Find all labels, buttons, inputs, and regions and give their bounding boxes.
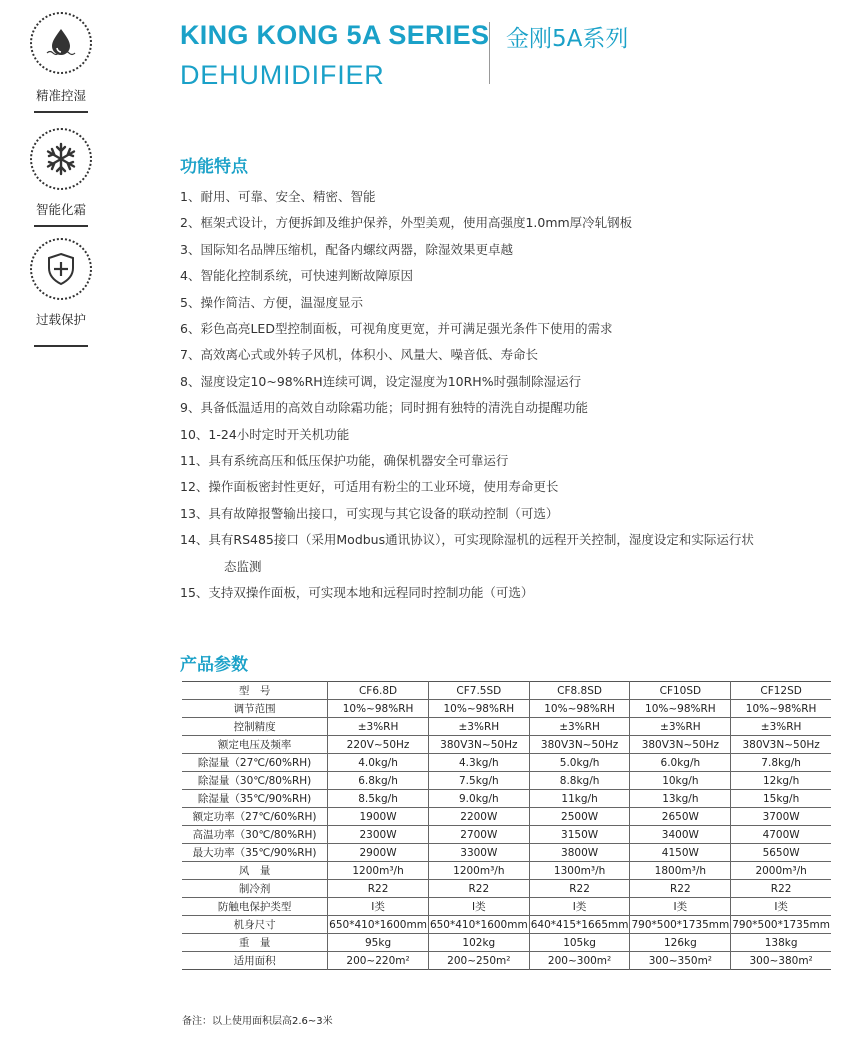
table-cell: ±3%RH xyxy=(428,718,529,736)
table-cell: 1300m³/h xyxy=(529,862,630,880)
table-cell: I类 xyxy=(328,898,429,916)
snowflake-icon xyxy=(30,128,92,190)
row-label: 额定功率（27℃/60%RH) xyxy=(182,808,328,826)
row-label: 额定电压及频率 xyxy=(182,736,328,754)
model-name: CF10SD xyxy=(630,682,731,700)
table-row xyxy=(182,718,831,736)
feature-item-text: 14、具有RS485接口（采用Modbus通讯协议），可实现除湿机的远程开关控制，湿度设定和实际运行状 xyxy=(180,532,754,548)
table-cell: 200~220m² xyxy=(328,952,429,970)
table-cell: 2200W xyxy=(428,808,529,826)
row-label: 控制精度 xyxy=(182,718,328,736)
table-cell: ±3%RH xyxy=(328,718,429,736)
header-model-label: 型 号 xyxy=(182,682,328,700)
table-cell: 4700W xyxy=(731,826,831,844)
table-cell: 1800m³/h xyxy=(630,862,731,880)
table-cell: 650*410*1600mm xyxy=(428,916,529,934)
table-cell: I类 xyxy=(529,898,630,916)
table-row xyxy=(182,844,831,862)
water-drop-icon xyxy=(30,12,92,74)
table-cell: 2000m³/h xyxy=(731,862,831,880)
sidebar-label-defrost: 智能化霜 xyxy=(35,202,86,217)
table-cell: R22 xyxy=(428,880,529,898)
table-cell: 12kg/h xyxy=(731,772,831,790)
table-cell: 650*410*1600mm xyxy=(328,916,429,934)
row-label: 除湿量（30℃/80%RH) xyxy=(182,772,328,790)
feature-item: 12、操作面板密封性更好，可适用有粉尘的工业环境，使用寿命更长 xyxy=(180,479,559,495)
model-name: CF7.5SD xyxy=(428,682,529,700)
table-cell: 5650W xyxy=(731,844,831,862)
specs-heading: 产品参数 xyxy=(180,655,248,675)
table-cell: 220V~50Hz xyxy=(328,736,429,754)
feature-item: 6、彩色高亮LED型控制面板，可视角度更宽，并可满足强光条件下使用的需求 xyxy=(180,321,613,337)
table-cell: 8.8kg/h xyxy=(529,772,630,790)
table-cell: 790*500*1735mm xyxy=(630,916,731,934)
model-name: CF12SD xyxy=(731,682,831,700)
row-label: 高温功率（30℃/80%RH) xyxy=(182,826,328,844)
table-cell: 790*500*1735mm xyxy=(731,916,831,934)
table-cell: 102kg xyxy=(428,934,529,952)
table-cell: 6.0kg/h xyxy=(630,754,731,772)
table-cell: 8.5kg/h xyxy=(328,790,429,808)
table-header-row xyxy=(182,682,831,700)
table-row xyxy=(182,700,831,718)
table-cell: 640*415*1665mm xyxy=(529,916,630,934)
footnote: 备注：以上使用面积层高2.6~3米 xyxy=(182,1016,333,1027)
table-cell: 7.8kg/h xyxy=(731,754,831,772)
product-type-en: DEHUMIDIFIER xyxy=(180,60,385,90)
row-label: 制冷剂 xyxy=(182,880,328,898)
table-cell: R22 xyxy=(731,880,831,898)
table-cell: 105kg xyxy=(529,934,630,952)
table-cell: 5.0kg/h xyxy=(529,754,630,772)
table-cell: 3300W xyxy=(428,844,529,862)
title-divider xyxy=(489,22,490,84)
table-cell: 126kg xyxy=(630,934,731,952)
feature-item: 13、具有故障报警输出接口，可实现与其它设备的联动控制（可选） xyxy=(180,505,559,521)
table-cell: 380V3N~50Hz xyxy=(428,736,529,754)
table-cell: 4.0kg/h xyxy=(328,754,429,772)
table-row xyxy=(182,772,831,790)
table-row xyxy=(182,826,831,844)
table-cell: R22 xyxy=(328,880,429,898)
table-cell: 15kg/h xyxy=(731,790,831,808)
spec-table xyxy=(182,681,831,970)
feature-item: 5、操作简洁、方便，温湿度显示 xyxy=(180,294,363,310)
table-cell: 95kg xyxy=(328,934,429,952)
table-cell: ±3%RH xyxy=(529,718,630,736)
feature-item: 15、支持双操作面板，可实现本地和远程同时控制功能（可选） xyxy=(180,585,534,601)
table-cell: 1200m³/h xyxy=(428,862,529,880)
table-row xyxy=(182,736,831,754)
table-row xyxy=(182,934,831,952)
table-cell: 300~380m² xyxy=(749,954,813,967)
series-title-en: KING KONG 5A SERIES xyxy=(180,20,490,50)
table-cell: 300~350m² xyxy=(630,952,731,970)
table-cell: 3800W xyxy=(529,844,630,862)
table-cell: I类 xyxy=(731,898,831,916)
feature-item-continuation: 态监测 xyxy=(224,558,262,574)
table-cell: 3700W xyxy=(731,808,831,826)
row-label: 适用面积 xyxy=(182,952,328,970)
feature-item: 7、高效离心式或外转子风机，体积小、风量大、噪音低、寿命长 xyxy=(180,347,538,363)
table-cell: 380V3N~50Hz xyxy=(630,736,731,754)
table-cell: 200~250m² xyxy=(428,952,529,970)
table-cell: 6.8kg/h xyxy=(328,772,429,790)
sidebar-label-overload: 过载保护 xyxy=(35,312,86,327)
table-cell: 10kg/h xyxy=(630,772,731,790)
feature-item: 10、1-24小时定时开关机功能 xyxy=(180,426,350,442)
table-cell: 2500W xyxy=(529,808,630,826)
table-cell: 2650W xyxy=(630,808,731,826)
table-row xyxy=(182,880,831,898)
table-cell: 10%~98%RH xyxy=(529,700,630,718)
table-cell: 10%~98%RH xyxy=(731,700,831,718)
table-cell: 7.5kg/h xyxy=(428,772,529,790)
table-cell: 200~300m² xyxy=(529,952,630,970)
feature-item xyxy=(180,527,845,580)
row-label: 防触电保护类型 xyxy=(182,898,328,916)
table-cell: 10%~98%RH xyxy=(328,700,429,718)
table-cell: 2700W xyxy=(428,826,529,844)
row-label: 风 量 xyxy=(182,862,328,880)
row-label: 调节范围 xyxy=(182,700,328,718)
table-cell: 4.3kg/h xyxy=(428,754,529,772)
feature-item: 4、智能化控制系统，可快速判断故障原因 xyxy=(180,268,413,284)
table-cell: I类 xyxy=(428,898,529,916)
table-cell: 3150W xyxy=(529,826,630,844)
table-cell: 138kg xyxy=(731,934,831,952)
table-cell: ±3%RH xyxy=(731,718,831,736)
row-label: 机身尺寸 xyxy=(182,916,328,934)
series-title-cn: 金刚5A系列 xyxy=(506,26,629,52)
table-row xyxy=(182,898,831,916)
table-cell: ±3%RH xyxy=(630,718,731,736)
table-cell: R22 xyxy=(630,880,731,898)
table-row xyxy=(182,916,831,934)
table-cell: 4150W xyxy=(630,844,731,862)
features-heading: 功能特点 xyxy=(180,157,248,177)
table-cell: 10%~98%RH xyxy=(428,700,529,718)
sidebar-divider xyxy=(34,345,88,347)
model-name: CF8.8SD xyxy=(529,682,630,700)
table-cell: 3400W xyxy=(630,826,731,844)
feature-item: 3、国际知名品牌压缩机，配备内螺纹两器，除湿效果更卓越 xyxy=(180,241,513,257)
table-cell: 9.0kg/h xyxy=(428,790,529,808)
sidebar-divider xyxy=(34,111,88,113)
table-cell: R22 xyxy=(529,880,630,898)
sidebar-label-humidity: 精准控湿 xyxy=(35,88,86,103)
table-cell: 11kg/h xyxy=(529,790,630,808)
table-row xyxy=(182,808,831,826)
sidebar-divider xyxy=(34,225,88,227)
table-row xyxy=(182,790,831,808)
row-label: 除湿量（35℃/90%RH) xyxy=(182,790,328,808)
table-row xyxy=(182,952,831,970)
table-cell: I类 xyxy=(630,898,731,916)
table-cell: 380V3N~50Hz xyxy=(529,736,630,754)
shield-plus-icon xyxy=(30,238,92,300)
table-cell: 1200m³/h xyxy=(328,862,429,880)
row-label: 重 量 xyxy=(182,934,328,952)
table-cell: 13kg/h xyxy=(630,790,731,808)
row-label: 除湿量（27℃/60%RH) xyxy=(182,754,328,772)
table-cell: 10%~98%RH xyxy=(630,700,731,718)
feature-item: 8、湿度设定10~98%RH连续可调，设定湿度为10RH%时强制除湿运行 xyxy=(180,373,582,389)
row-label: 最大功率（35℃/90%RH) xyxy=(182,844,328,862)
feature-item: 9、具备低温适用的高效自动除霜功能；同时拥有独特的清洗自动提醒功能 xyxy=(180,400,588,416)
table-cell: 380V3N~50Hz xyxy=(731,736,831,754)
table-row xyxy=(182,862,831,880)
table-cell: 2900W xyxy=(328,844,429,862)
feature-item: 1、耐用、可靠、安全、精密、智能 xyxy=(180,189,376,204)
table-cell: 2300W xyxy=(328,826,429,844)
table-row xyxy=(182,754,831,772)
feature-item: 11、具有系统高压和低压保护功能，确保机器安全可靠运行 xyxy=(180,453,509,469)
table-cell: 1900W xyxy=(328,808,429,826)
model-name: CF6.8D xyxy=(328,682,429,700)
feature-item: 2、框架式设计，方便拆卸及维护保养，外型美观，使用高强度1.0mm厚冷轧钢板 xyxy=(180,215,633,231)
feature-list xyxy=(180,184,845,607)
